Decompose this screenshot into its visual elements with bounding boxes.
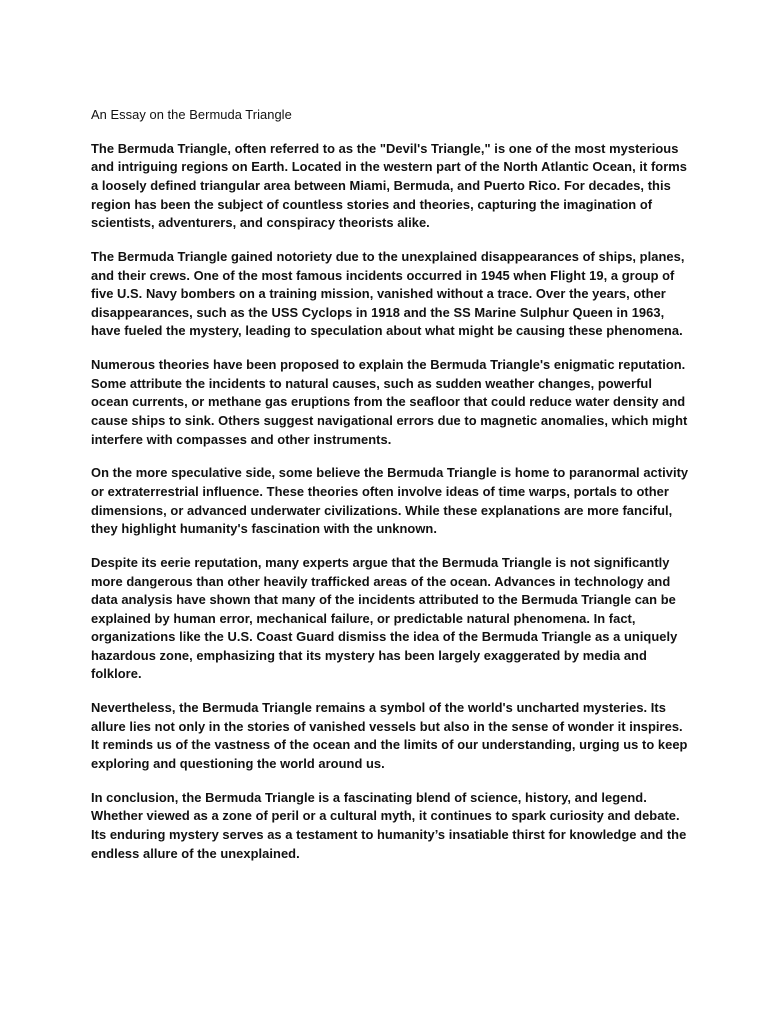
paragraph-nevertheless: Nevertheless, the Bermuda Triangle remains a symbol of the world's uncharted mysteries. Its allure lies not only in the stories of vanished vessels but also in the sense of wonder it inspires. It reminds us of the vastness of the ocean and the limits of our understanding, urging us to keep exploring and questioning the world around us. bbox=[91, 700, 688, 772]
paragraph-theories: Numerous theories have been proposed to explain the Bermuda Triangle's enigmatic reputation. Some attribute the incidents to natural causes, such as sudden weather changes, powerful ocean currents, or methane gas eruptions from the seafloor that could reduce water density and cause ships to sink. Others suggest navigational errors due to magnetic anomalies, which might interfere with compasses and other instruments. bbox=[91, 357, 688, 447]
essay-title: An Essay on the Bermuda Triangle bbox=[91, 107, 292, 122]
paragraph-speculative: On the more speculative side, some believe the Bermuda Triangle is home to paranormal activity or extraterrestrial influence. These theories often involve ideas of time warps, portals to other dimensions, or advanced underwater civilizations. While these explanations are more fanciful, they highlight humanity's fascination with the unknown. bbox=[91, 465, 689, 537]
paragraph-notoriety: The Bermuda Triangle gained notoriety due to the unexplained disappearances of ships, planes, and their crews. One of the most famous incidents occurred in 1945 when Flight 19, a group of five U.S. Navy bombers on a training mission, vanished without a trace. Over the years, other disappearances, such as the USS Cyclops in 1918 and the SS Marine Sulphur Queen in 1963, have fueled the mystery, leading to speculation about what might be causing these phenomena. bbox=[91, 249, 685, 339]
paragraph-experts: Despite its eerie reputation, many experts argue that the Bermuda Triangle is not significantly more dangerous than other heavily trafficked areas of the ocean. Advances in technology and data analysis have shown that many of the incidents attributed to the Bermuda Triangle can be explained by human error, mechanical failure, or predictable natural phenomena. In fact, organizations like the U.S. Coast Guard dismiss the idea of the Bermuda Triangle as a uniquely hazardous zone, emphasizing that its mystery has been largely exaggerated by media and folklore. bbox=[91, 554, 678, 682]
paragraph-intro: The Bermuda Triangle, often referred to as the "Devil's Triangle," is one of the most mysterious and intriguing regions on Earth. Located in the western part of the North Atlantic Ocean, it forms a loosely defined triangular area between Miami, Bermuda, and Puerto Rico. For decades, this region has been the subject of countless stories and theories, capturing the imagination of scientists, adventurers, and conspiracy theorists alike. bbox=[91, 140, 688, 231]
essay-body bbox=[91, 106, 691, 878]
paragraph-conclusion: In conclusion, the Bermuda Triangle is a fascinating blend of science, history, and legend. Whether viewed as a zone of peril or a cultural myth, it continues to spark curiosity and debate. Its enduring mystery serves as a testament to humanity’s insatiable thirst for knowledge and the endless allure of the unexplained. bbox=[91, 789, 687, 861]
